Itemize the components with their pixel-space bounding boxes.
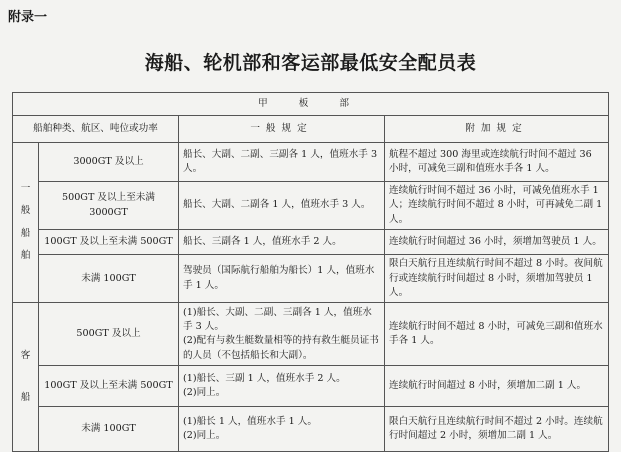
row-general: 船长、大副、二副、三副各 1 人，值班水手 3 人。 [179,143,385,182]
appendix-label: 附录一 [8,10,48,25]
header-category: 船舶种类、航区、吨位或功率 [13,116,179,143]
row-additional: 连续航行时间超过 8 小时，须增加二副 1 人。 [385,366,609,407]
row-additional: 限白天航行且连续航行时间不超过 8 小时。夜间航行或连续航行时间超过 8 小时，须增加驾驶员 1 人。 [385,255,609,303]
group-passenger-ship [13,303,39,452]
group-general-ship [13,143,39,303]
crew-table [12,92,609,452]
group-char: 客 [20,349,31,361]
group-char: 舶 [20,250,31,262]
row-additional: 限白天航行且连续航行时间不超过 2 小时。连续航行时间超过 2 小时，须增加二副 1 人。 [385,407,609,452]
row-general: (1)船长、三副 1 人，值班水手 2 人。 (2)同上。 [179,366,385,407]
table-row [13,407,609,452]
row-additional: 航程不超过 300 海里或连续航行时间不超过 36 小时，可减免三副和值班水手各 1 人。 [385,143,609,182]
table-row [13,255,609,303]
row-general: (1)船长 1 人，值班水手 1 人。 (2)同上。 [179,407,385,452]
page-title: 海船、轮机部和客运部最低安全配员表 [144,52,477,74]
row-category: 100GT 及以上至未满 500GT [39,366,179,407]
row-additional: 连续航行时间超过 36 小时，须增加驾驶员 1 人。 [385,230,609,255]
table-row [13,182,609,230]
table-row [13,366,609,407]
row-general: 驾驶员（国际航行船舶为船长）1 人，值班水手 1 人。 [179,255,385,303]
row-category: 3000GT 及以上 [39,143,179,182]
table-row [13,143,609,182]
table-row [13,303,609,366]
group-char: 船 [20,392,31,404]
row-category: 未满 100GT [39,255,179,303]
header-additional: 附加规定 [385,116,609,143]
row-general: (1)船长、大副、二副、三副各 1 人，值班水手 3 人。 (2)配有与救生艇数量相等的持有救生艇员证书的人员（不包括船长和大副）。 [179,303,385,366]
table-row [13,230,609,255]
row-category: 100GT 及以上至未满 500GT [39,230,179,255]
row-additional: 连续航行时间不超过 8 小时，可减免三副和值班水手各 1 人。 [385,303,609,366]
row-additional: 连续航行时间不超过 36 小时，可减免值班水手 1 人；连续航行时间不超过 8 小时，可再减免二副 1 人。 [385,182,609,230]
group-char: 船 [20,227,31,239]
row-general: 船长、大副、二副各 1 人，值班水手 3 人。 [179,182,385,230]
row-general: 船长、三副各 1 人，值班水手 2 人。 [179,230,385,255]
department-header: 甲 板 部 [13,93,609,116]
row-category: 500GT 及以上至未满 3000GT [39,182,179,230]
header-general: 一般规定 [179,116,385,143]
group-char: 一 [20,182,31,194]
row-category: 500GT 及以上 [39,303,179,366]
group-char: 般 [20,205,31,217]
row-category: 未满 100GT [39,407,179,452]
